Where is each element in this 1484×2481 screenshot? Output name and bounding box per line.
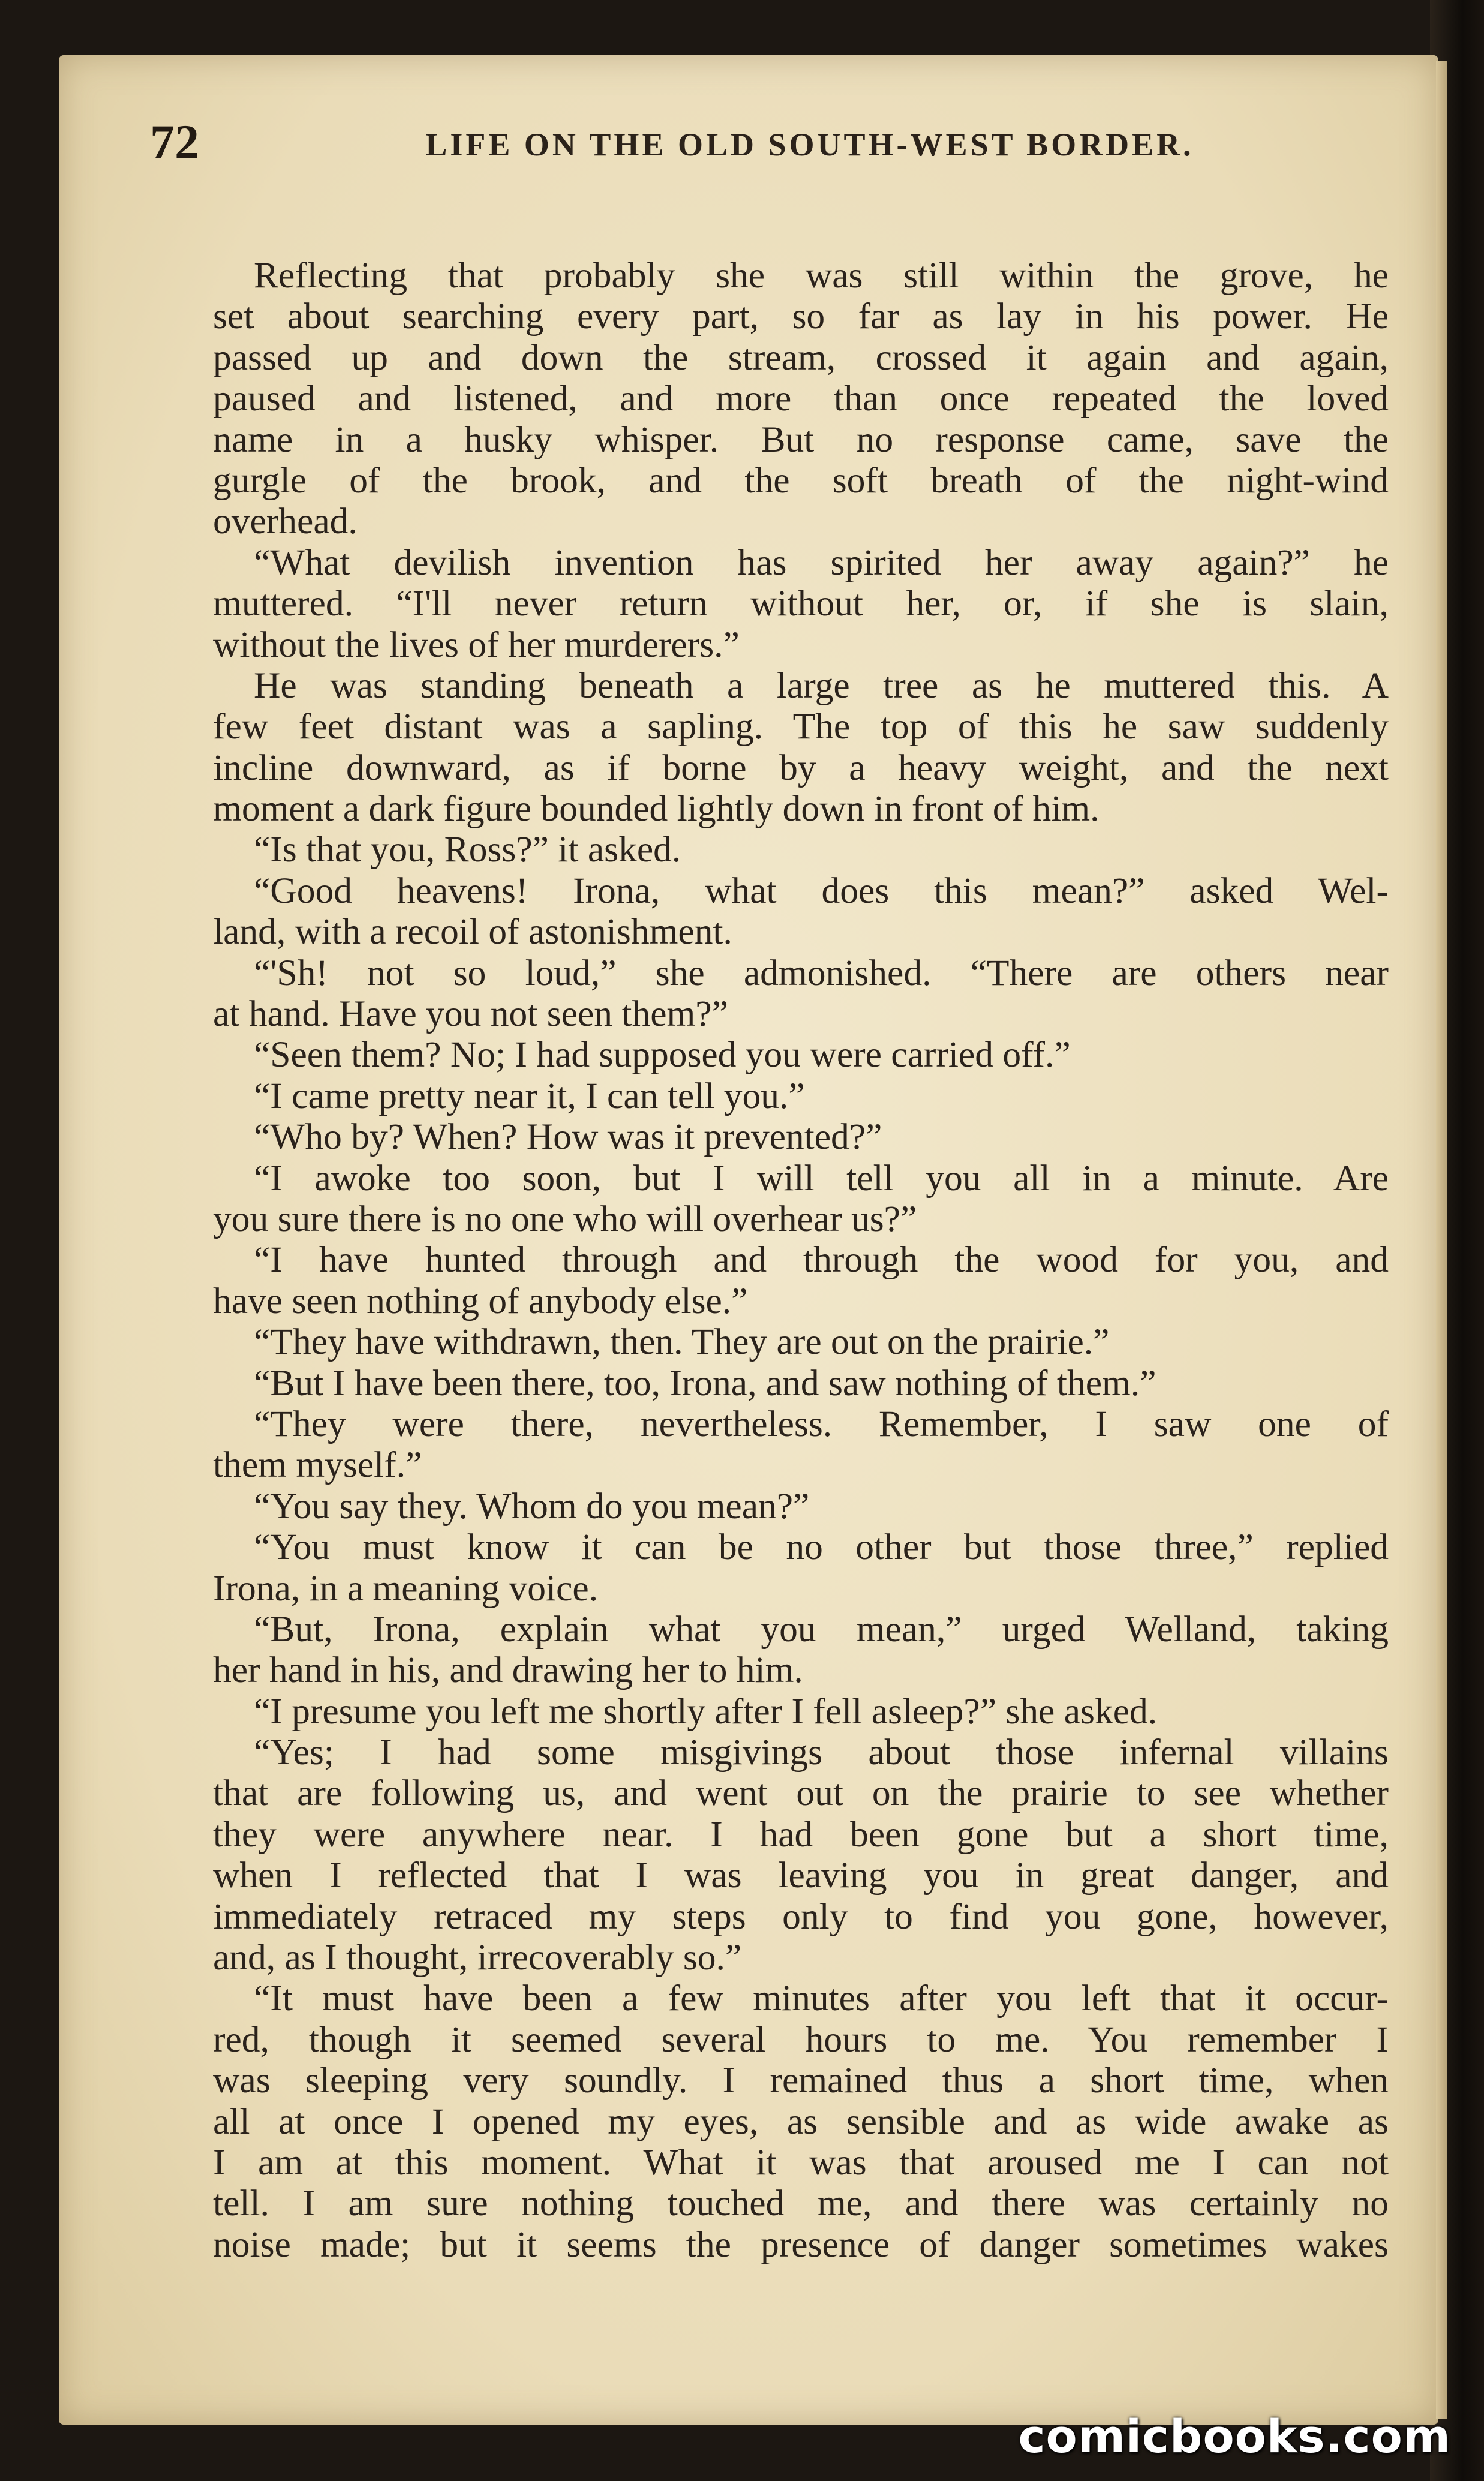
text-line: “I have hunted through and through the wood for you, and <box>254 1239 1389 1281</box>
text-line: without the lives of her murderers.” <box>213 624 740 665</box>
text-line: “I came pretty near it, I can tell you.” <box>254 1075 805 1116</box>
text-line: you sure there is no one who will overhear us?” <box>213 1198 917 1239</box>
body-text <box>213 255 1389 2265</box>
text-line: they were anywhere near. I had been gone but a short time, <box>213 1813 1389 1855</box>
text-line: her hand in his, and drawing her to him. <box>213 1650 803 1691</box>
text-line: all at once I opened my eyes, as sensible and as wide awake as <box>213 2101 1389 2142</box>
text-line: I am at this moment. What it was that aroused me I can not <box>213 2141 1389 2183</box>
text-line: “I awoke too soon, but I will tell you all in a minute. Are <box>254 1157 1389 1199</box>
text-line: incline downward, as if borne by a heavy weight, and the next <box>213 747 1389 788</box>
text-line: “But, Irona, explain what you mean,” urged Welland, taking <box>254 1608 1389 1650</box>
text-line: “Is that you, Ross?” it asked. <box>254 829 681 870</box>
text-line: paused and listened, and more than once repeated the loved <box>213 378 1389 419</box>
text-line: “Good heavens! Irona, what does this mean?” asked Wel- <box>254 870 1389 911</box>
text-line: “'Sh! not so loud,” she admonished. “There are others near <box>254 952 1389 993</box>
text-line: land, with a recoil of astonishment. <box>213 911 732 953</box>
text-line: “You must know it can be no other but those three,” replied <box>254 1527 1389 1568</box>
text-line: tell. I am sure nothing touched me, and there was certainly no <box>213 2183 1389 2224</box>
text-line: “You say they. Whom do you mean?” <box>254 1485 810 1527</box>
text-line: set about searching every part, so far as lay in his power. He <box>213 296 1389 337</box>
text-line: “It must have been a few minutes after you left that it occur- <box>254 1978 1389 2019</box>
text-line: “Who by? When? How was it prevented?” <box>254 1116 882 1158</box>
text-line: red, though it seemed several hours to me. You remember I <box>213 2019 1389 2060</box>
text-line: moment a dark figure bounded lightly down in front of him. <box>213 788 1100 830</box>
text-line: muttered. “I'll never return without her, or, if she is slain, <box>213 583 1389 624</box>
text-line: gurgle of the brook, and the soft breath of the night-wind <box>213 459 1389 501</box>
text-line: was sleeping very soundly. I remained thus a short time, when <box>213 2060 1389 2101</box>
text-line: “What devilish invention has spirited her away again?” he <box>254 542 1389 583</box>
text-line: Reflecting that probably she was still within the grove, he <box>254 255 1389 296</box>
text-line: have seen nothing of anybody else.” <box>213 1280 748 1321</box>
text-line: “Yes; I had some misgivings about those infernal villains <box>254 1732 1389 1773</box>
text-line: immediately retraced my steps only to find you gone, however, <box>213 1896 1389 1937</box>
text-line: Irona, in a meaning voice. <box>213 1567 599 1609</box>
text-line: them myself.” <box>213 1444 422 1486</box>
text-line: and, as I thought, irrecoverably so.” <box>213 1937 742 1978</box>
text-line: noise made; but it seems the presence of danger sometimes wakes <box>213 2224 1389 2265</box>
text-line: “I presume you left me shortly after I fell asleep?” she asked. <box>254 1690 1158 1732</box>
page-header <box>150 114 1350 186</box>
text-line: few feet distant was a sapling. The top of this he saw suddenly <box>213 706 1389 747</box>
page-edge <box>1436 61 1447 2419</box>
text-line: “They have withdrawn, then. They are out on the prairie.” <box>254 1321 1110 1363</box>
text-line: at hand. Have you not seen them?” <box>213 993 728 1035</box>
text-line: passed up and down the stream, crossed it again and again, <box>213 337 1389 378</box>
text-line: that are following us, and went out on the prairie to see whether <box>213 1773 1389 1814</box>
text-line: “They were there, nevertheless. Remember, I saw one of <box>254 1403 1389 1444</box>
text-line: overhead. <box>213 501 358 542</box>
text-line: “But I have been there, too, Irona, and saw nothing of them.” <box>254 1362 1156 1404</box>
page-number: 72 <box>150 115 199 169</box>
watermark: comicbooks.com <box>1018 2410 1451 2463</box>
text-line: name in a husky whisper. But no response came, save the <box>213 419 1389 460</box>
running-head: LIFE ON THE OLD SOUTH-WEST BORDER. <box>425 127 1194 163</box>
text-line: “Seen them? No; I had supposed you were carried off.” <box>254 1034 1071 1076</box>
text-line: when I reflected that I was leaving you in great danger, and <box>213 1855 1389 1896</box>
text-line: He was standing beneath a large tree as he muttered this. A <box>254 665 1389 706</box>
